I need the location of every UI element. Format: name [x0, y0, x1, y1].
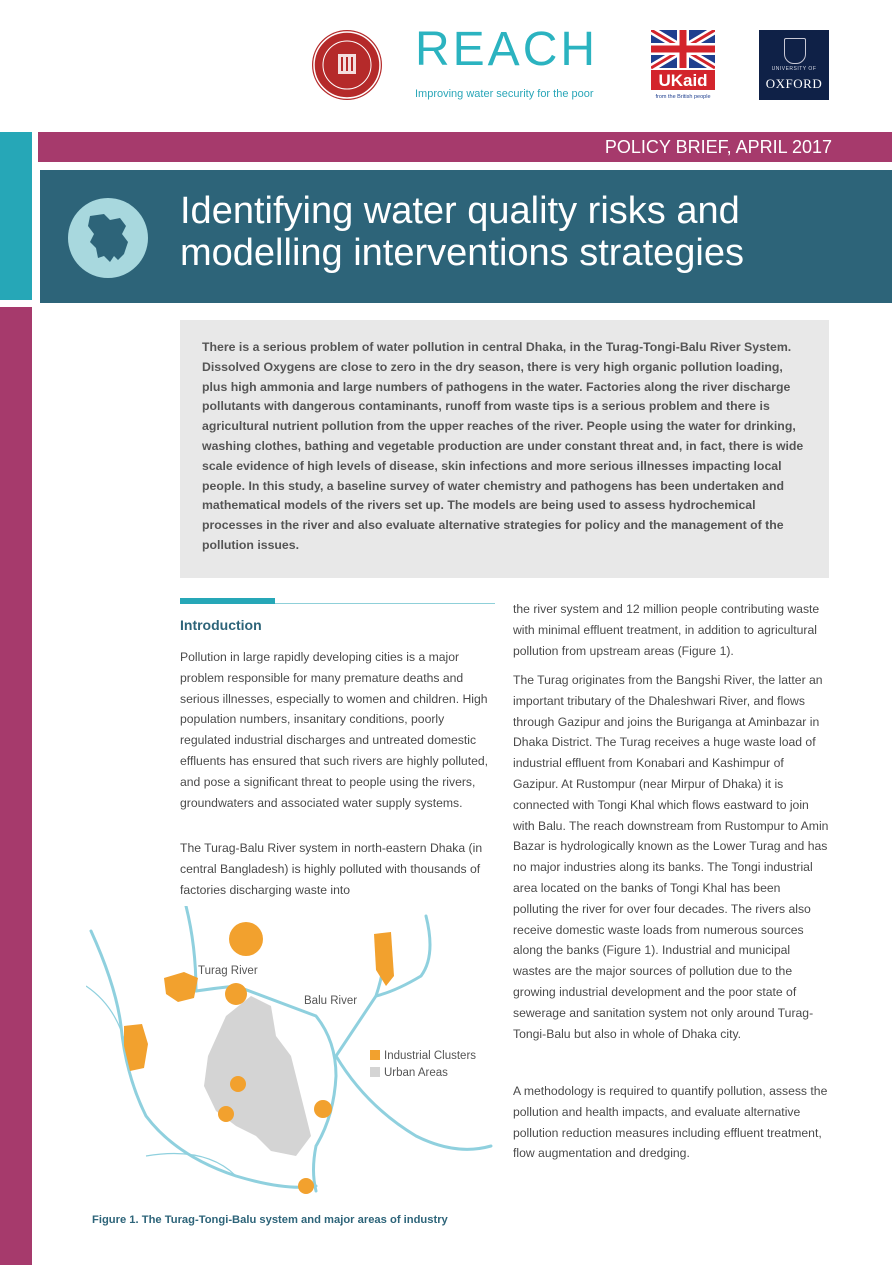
policy-brief-label: POLICY BRIEF, APRIL 2017 — [604, 137, 832, 157]
oxford-logo — [759, 30, 829, 100]
ukaid-subtext: from the British people — [655, 94, 711, 100]
urban-area-shape — [204, 996, 311, 1156]
reach-tagline: Improving water security for the poor — [415, 88, 594, 100]
upper-river-line — [336, 936, 491, 1149]
introduction-heading: Introduction — [180, 617, 262, 633]
intro-paragraph-1: Pollution in large rapidly developing cities is a major problem responsible for many premature deaths and serious illnesses, especially to women and children. High population numbers, insanitary conditions, poorly regulated industrial discharges and untreated domestic effluents has ensured that such rivers are highly polluted, and pose a significant threat to people using the rivers, groundwaters and associated water supply systems. — [180, 650, 489, 810]
teal-side-bar — [0, 132, 32, 300]
right-paragraph-3: A methodology is required to quantify pollution, assess the pollution and health impacts, and evaluate alternative pollution reduction measures including effluent treatment, flow augmentation and dredging. — [513, 1084, 828, 1161]
cluster-north — [229, 922, 263, 956]
legend-industrial-label: Industrial Clusters — [384, 1050, 477, 1062]
right-paragraph-1: the river system and 12 million people contributing waste with minimal effluent treatment, in addition to agricultural pollution from upstream areas (Figure 1). — [513, 602, 820, 658]
ukaid-text: UKaid — [658, 71, 708, 90]
title-line-2: modelling interventions strategies — [180, 232, 744, 274]
legend-urban-label: Urban Areas — [384, 1067, 448, 1079]
right-paragraph-2: The Turag originates from the Bangshi River, the latter an important tributary of the Dhaleshwari River, and flows through Gazipur and joins the Buriganga at Aminbazar in Dhaka District. The Turag receives a huge waste load of industrial effluent from Konabari and Kashimpur of Gazipur. At Rustompur (near Mirpur of Dhaka) it is connected with Tongi Khal which flows eastward to join with Balu. The reach downstream from Rustompur to Amin Bazar is hydrologically known as the Lower Turag and has no major industries along its banks. The Tongi industrial area located on the banks of Tongi Khal has been polluting the river for over four decades. The rivers also receive domestic waste loads from numerous sources along the banks (Figure 1). Industrial and municipal wastes are the major sources of pollution due to the growing industrial development and the poor state of sewerage and sanitation system not only around Turag-Tongi-Balu but also in whole of Dhaka city. — [513, 673, 829, 1041]
cluster-central — [230, 1076, 246, 1092]
intro-paragraph-2: The Turag-Balu River system in north-eastern Dhaka (in central Bangladesh) is highly polluted with thousands of factories discharging waste into — [180, 841, 483, 897]
ukaid-logo — [651, 30, 715, 100]
maroon-side-bar — [0, 307, 32, 1265]
legend-urban-swatch — [370, 1067, 380, 1077]
legend-industrial-swatch — [370, 1050, 380, 1060]
river-system-map — [86, 906, 496, 1206]
turag-river-label: Turag River — [198, 965, 258, 977]
cluster-west — [164, 972, 198, 1002]
cluster-south-1 — [218, 1106, 234, 1122]
figure-caption: Figure 1. The Turag-Tongi-Balu system and major areas of industry — [92, 1214, 448, 1226]
bangladesh-map-icon — [68, 198, 148, 278]
title-line-1: Identifying water quality risks and — [180, 190, 740, 232]
cluster-turag — [225, 983, 247, 1005]
page-title — [180, 190, 870, 274]
reach-logo-wordmark: REACH — [415, 23, 599, 76]
oxford-big-text: OXFORD — [765, 76, 823, 91]
section-accent-line — [275, 603, 495, 604]
cluster-south-2 — [314, 1100, 332, 1118]
section-accent-bar — [180, 598, 275, 604]
cluster-east — [374, 932, 394, 986]
cluster-south-3 — [298, 1178, 314, 1194]
crest-icon — [784, 38, 806, 64]
university-seal-logo — [312, 30, 382, 100]
abstract-text: There is a serious problem of water pollution in central Dhaka, in the Turag-Tongi-Balu River System. Dissolved Oxygens are close to zero in the dry season, there is very high organic pollution loading, plus high ammonia and large numbers of pathogens in the water. Factories along the river discharge pollutants with dangerous contaminants, runoff from waste tips is a serious problem and there is agricultural nutrient pollution from the upper reaches of the river. People using the water for drinking, washing clothes, bathing and vegetable production are under constant threat and, in fact, there is wide scale evidence of high levels of disease, skin infections and more serious illnesses impacting local people. In this study, a baseline survey of water chemistry and pathogens has been undertaken and mathematical models of the rivers set up. The models are being used to assess hydrochemical processes in the river and also evaluate alternative strategies for policy and the management of the pollution issues. — [202, 340, 804, 552]
balu-river-label: Balu River — [304, 995, 358, 1007]
oxford-small-text: UNIVERSITY OF — [771, 66, 817, 72]
abstract-box — [180, 320, 829, 578]
